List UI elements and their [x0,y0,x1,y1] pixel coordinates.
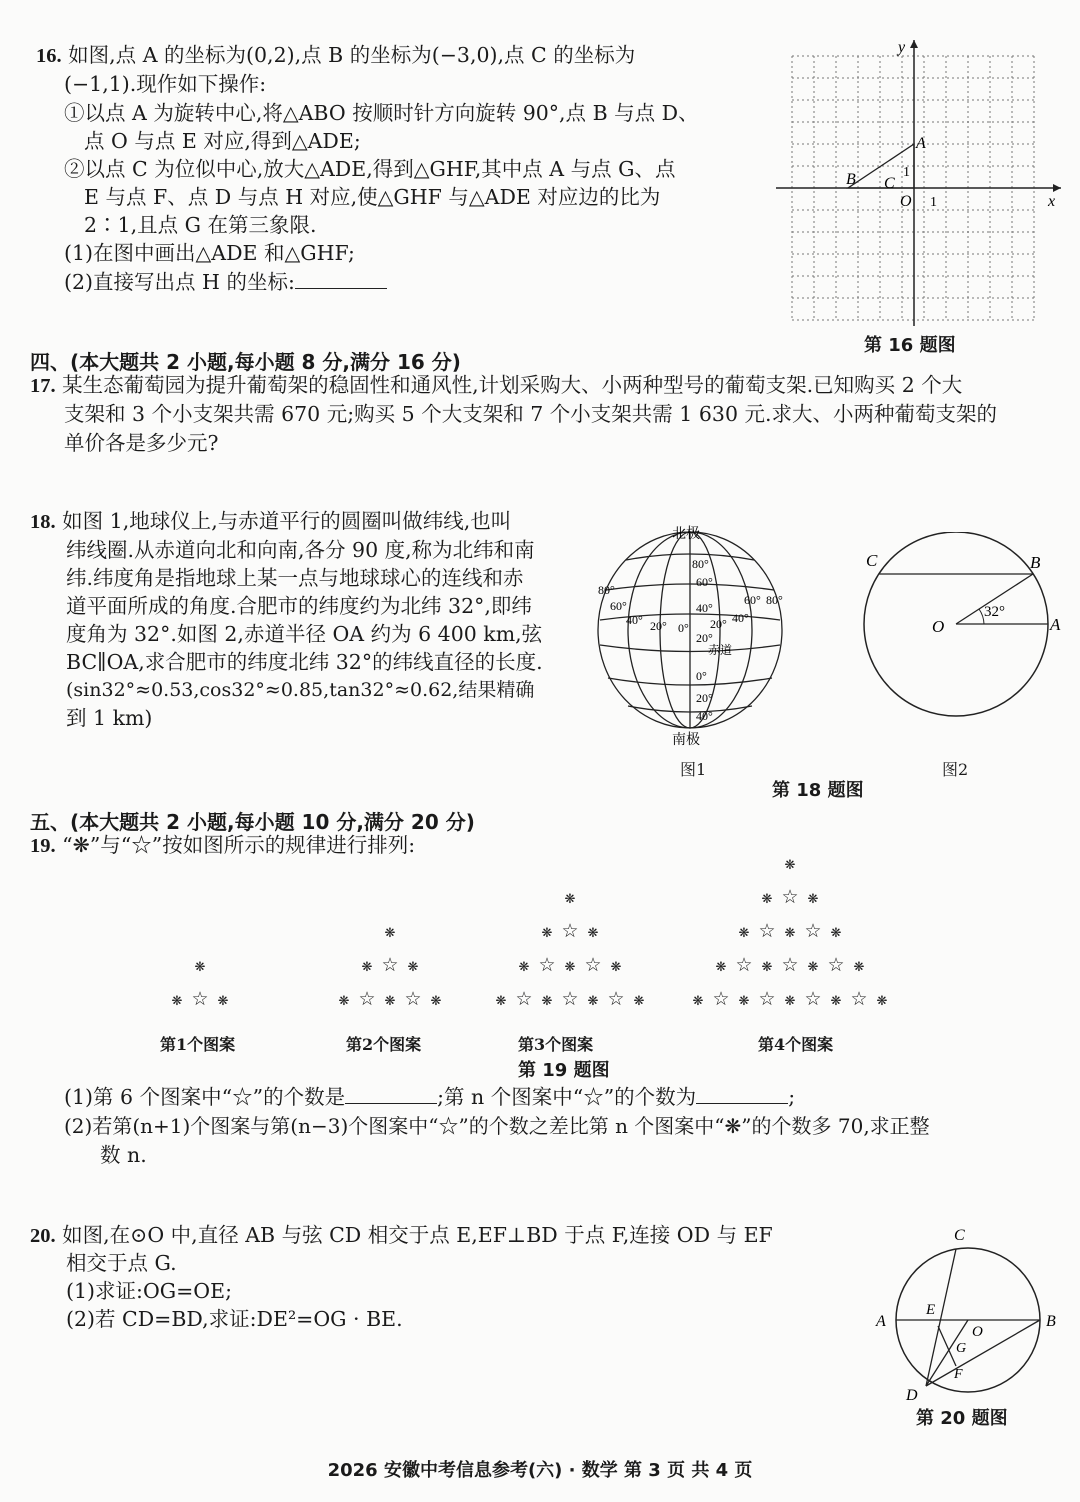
q20-figure-caption: 第 20 题图 [916,1408,1008,1429]
snowflake-symbol: ❋ [830,993,842,1008]
section-5-heading: 五、(本大题共 2 小题,每小题 10 分,满分 20 分) [30,810,475,834]
q20-point-c: C [954,1227,965,1244]
y-label: y [898,39,906,56]
snowflake-symbol: ❋ [194,959,206,974]
globe-figure [592,520,792,750]
fig2-point-c: C [866,551,878,570]
q16-line-7: 2∶1,且点 G 在第三象限. [84,213,317,237]
q16-number: 16. [36,45,62,67]
snowflake-symbol: ❋ [541,993,553,1008]
q20-line-4: (2)若 CD=BD,求证:DE²=OG · BE. [66,1307,403,1331]
lat-south-20-label: 20° [696,691,713,705]
section-4-heading: 四、(本大题共 2 小题,每小题 8 分,满分 16 分) [30,350,461,374]
snowflake-symbol: ❋ [853,959,865,974]
fig2-caption: 图2 [942,760,969,779]
fig2-angle-label: 32° [984,604,1005,620]
star-symbol: ☆ [561,921,579,942]
q16-grid-figure [776,36,1066,336]
snowflake-symbol: ❋ [633,993,645,1008]
q16-line-3: ①以点 A 为旋转中心,将△ABO 按顺时针方向旋转 90°,点 B 与点 D、 [64,101,699,125]
snowflake-symbol: ❋ [715,959,727,974]
snowflake-symbol: ❋ [610,959,622,974]
pattern-3-label: 第3个图案 [518,1035,594,1054]
q18-line-3: 纬.纬度角是指地球上某一点与地球球心的连线和赤 [66,566,524,590]
snowflake-symbol: ❋ [217,993,229,1008]
snowflake-symbol: ❋ [518,959,530,974]
page-footer: 2026 安徽中考信息参考(六) · 数学 第 3 页 共 4 页 [327,1460,753,1481]
q16-line-1: 16. 如图,点 A 的坐标为(0,2),点 B 的坐标为(−3,0),点 C 的坐标为 [36,43,636,67]
fig1-caption: 图1 [680,760,707,779]
q17-line-2: 支架和 3 个小支架共需 670 元;购买 5 个大支架和 7 个小支架共需 1 630 元.求大、小两种葡萄支架的 [64,402,998,426]
q18-number: 18. [30,511,56,533]
q20-number: 20. [30,1225,56,1247]
q19-part-2-line-2: 数 n. [100,1143,147,1167]
q18-line-4: 道平面所成的角度.合肥市的纬度约为北纬 32°,即纬 [66,594,532,618]
snowflake-symbol: ❋ [784,857,796,872]
q20-point-o: O [972,1324,983,1340]
q18-line-5: 度角为 32°.如图 2,赤道半径 OA 约为 6 400 km,弦 [66,622,543,646]
snowflake-symbol: ❋ [541,925,553,940]
pattern-1-label: 第1个图案 [160,1035,236,1054]
snowflake-symbol: ❋ [384,925,396,940]
fig2-point-b: B [1030,553,1041,572]
snowflake-symbol: ❋ [807,891,819,906]
q20-circle-figure [870,1220,1070,1406]
one-x-label: 1 [930,195,937,210]
q20-line-1: 20. 如图,在⊙O 中,直径 AB 与弦 CD 相交于点 E,EF⊥BD 于点 F,连接 OD 与 EF [30,1223,773,1247]
snowflake-symbol: ❋ [384,993,396,1008]
star-symbol: ☆ [191,989,209,1010]
q16-line-2: (−1,1).现作如下操作: [64,72,267,96]
snowflake-symbol: ❋ [876,993,888,1008]
snowflake-symbol: ❋ [338,993,350,1008]
star-symbol: ☆ [781,887,799,908]
star-symbol: ☆ [404,989,422,1010]
origin-label: O [900,193,912,210]
q18-figure-caption: 第 18 题图 [772,780,864,801]
lon-right-80-label: 80° [766,593,783,607]
q18-line-7: (sin32°≈0.53,cos32°≈0.85,tan32°≈0.62,结果精确 [66,679,535,701]
q19-patterns-figure [150,850,910,1020]
q16-line-9: (2)直接写出点 H 的坐标: [64,268,387,296]
snowflake-symbol: ❋ [784,993,796,1008]
snowflake-symbol: ❋ [430,993,442,1008]
snowflake-symbol: ❋ [407,959,419,974]
star-symbol: ☆ [515,989,533,1010]
snowflake-symbol: ❋ [692,993,704,1008]
star-symbol: ☆ [781,955,799,976]
lon-left-60-label: 60° [610,599,627,613]
y-axis-arrow [910,40,918,48]
q18-line-6: BC∥OA,求合肥市的纬度北纬 32°的纬线直径的长度. [66,650,543,674]
q17-line-1: 17. 某生态葡萄园为提升葡萄架的稳固性和通风性,计划采购大、小两种型号的葡萄支架.已知购买 2 个大 [30,373,963,397]
pattern-symbols [172,857,888,1010]
q19-part-1: (1)第 6 个图案中“☆”的个数是 ;第 n 个图案中“☆”的个数为 ; [64,1085,796,1109]
snowflake-symbol: ❋ [807,959,819,974]
point-c-label: C [884,175,895,192]
q19-number: 19. [30,835,56,857]
star-symbol: ☆ [358,989,376,1010]
q20-point-e: E [926,1302,936,1318]
one-y-label: 1 [903,165,910,180]
lon-left-40-label: 40° [626,613,643,627]
q20-point-b: B [1046,1313,1056,1330]
star-symbol: ☆ [827,955,845,976]
snowflake-symbol: ❋ [761,891,773,906]
q16-line-5: ②以点 C 为位似中心,放大△ADE,得到△GHF,其中点 A 与点 G、点 [64,157,676,181]
star-symbol: ☆ [758,921,776,942]
lon-right-20-label: 20° [710,617,727,631]
q20-point-d: D [906,1387,918,1404]
star-symbol: ☆ [804,921,822,942]
fig2-point-o: O [932,617,945,636]
star-symbol: ☆ [538,955,556,976]
q19-figure-caption: 第 19 题图 [518,1060,610,1081]
snowflake-symbol: ❋ [784,925,796,940]
q18-line-1: 18. 如图 1,地球仪上,与赤道平行的圆圈叫做纬线,也叫 [30,509,512,533]
equator-label: 赤道 [708,643,733,657]
lat-20-label: 20° [696,631,713,645]
pattern-4-label: 第4个图案 [758,1035,834,1054]
q17-line-3: 单价各是多少元? [64,431,219,455]
snowflake-symbol: ❋ [587,993,599,1008]
point-b-label: B [846,171,856,188]
q20-point-g: G [956,1341,967,1356]
lon-right-60-label: 60° [744,593,761,607]
q20-line-3: (1)求证:OG=OE; [66,1279,232,1303]
lat-south-0-label: 0° [696,669,707,683]
snowflake-symbol: ❋ [587,925,599,940]
q18-line-8: 到 1 km) [66,706,153,730]
south-pole-label: 南极 [672,733,700,748]
x-label: x [1048,193,1056,210]
snowflake-symbol: ❋ [495,993,507,1008]
q19-intro: 19. “❋”与“☆”按如图所示的规律进行排列: [30,833,416,857]
pattern-2-label: 第2个图案 [346,1035,422,1054]
star-symbol: ☆ [584,955,602,976]
snowflake-symbol: ❋ [361,959,373,974]
snowflake-symbol: ❋ [171,993,183,1008]
q19-part-2-line-1: (2)若第(n+1)个图案与第(n−3)个图案中“☆”的个数之差比第 n 个图案中“❋”的个数多 70,求正整 [64,1114,930,1138]
q18-line-2: 纬线圈.从赤道向北和向南,各分 90 度,称为北纬和南 [66,538,535,562]
star-symbol: ☆ [804,989,822,1010]
star-symbol: ☆ [758,989,776,1010]
snowflake-symbol: ❋ [564,891,576,906]
lon-0-label: 0° [678,621,689,635]
lon-right-40-label: 40° [732,611,749,625]
snowflake-symbol: ❋ [738,993,750,1008]
q16-figure-caption: 第 16 题图 [864,335,956,356]
q16-line-6: E 与点 F、点 D 与点 H 对应,使△GHF 与△ADE 对应边的比为 [84,185,661,209]
star-symbol: ☆ [735,955,753,976]
q16-line-4: 点 O 与点 E 对应,得到△ADE; [84,129,361,153]
star-symbol: ☆ [850,989,868,1010]
snowflake-symbol: ❋ [830,925,842,940]
q20-point-f: F [954,1367,963,1382]
x-axis-arrow [1053,184,1061,192]
lat-80-label: 80° [692,557,709,571]
star-symbol: ☆ [561,989,579,1010]
q19-blank-1[interactable] [345,1083,437,1104]
lat-40-label: 40° [696,601,713,615]
lat-60-label: 60° [696,575,713,589]
snowflake-symbol: ❋ [564,959,576,974]
snowflake-symbol: ❋ [738,925,750,940]
star-symbol: ☆ [607,989,625,1010]
circle-figure-2 [856,532,1068,748]
star-symbol: ☆ [381,955,399,976]
north-pole-label: 北极 [672,527,700,542]
lon-left-80-label: 80° [598,583,615,597]
lat-south-40-label: 40° [696,709,713,723]
q16-line-8: (1)在图中画出△ADE 和△GHF; [64,241,355,265]
q20-point-a: A [876,1313,886,1330]
star-symbol: ☆ [712,989,730,1010]
q20-line-2: 相交于点 G. [66,1251,177,1275]
point-a-label: A [916,135,926,152]
q19-blank-2[interactable] [696,1083,788,1104]
q17-number: 17. [30,375,56,397]
lon-left-20-label: 20° [650,619,667,633]
snowflake-symbol: ❋ [761,959,773,974]
q16-answer-blank[interactable] [295,268,387,289]
fig2-point-a: A [1050,615,1061,634]
